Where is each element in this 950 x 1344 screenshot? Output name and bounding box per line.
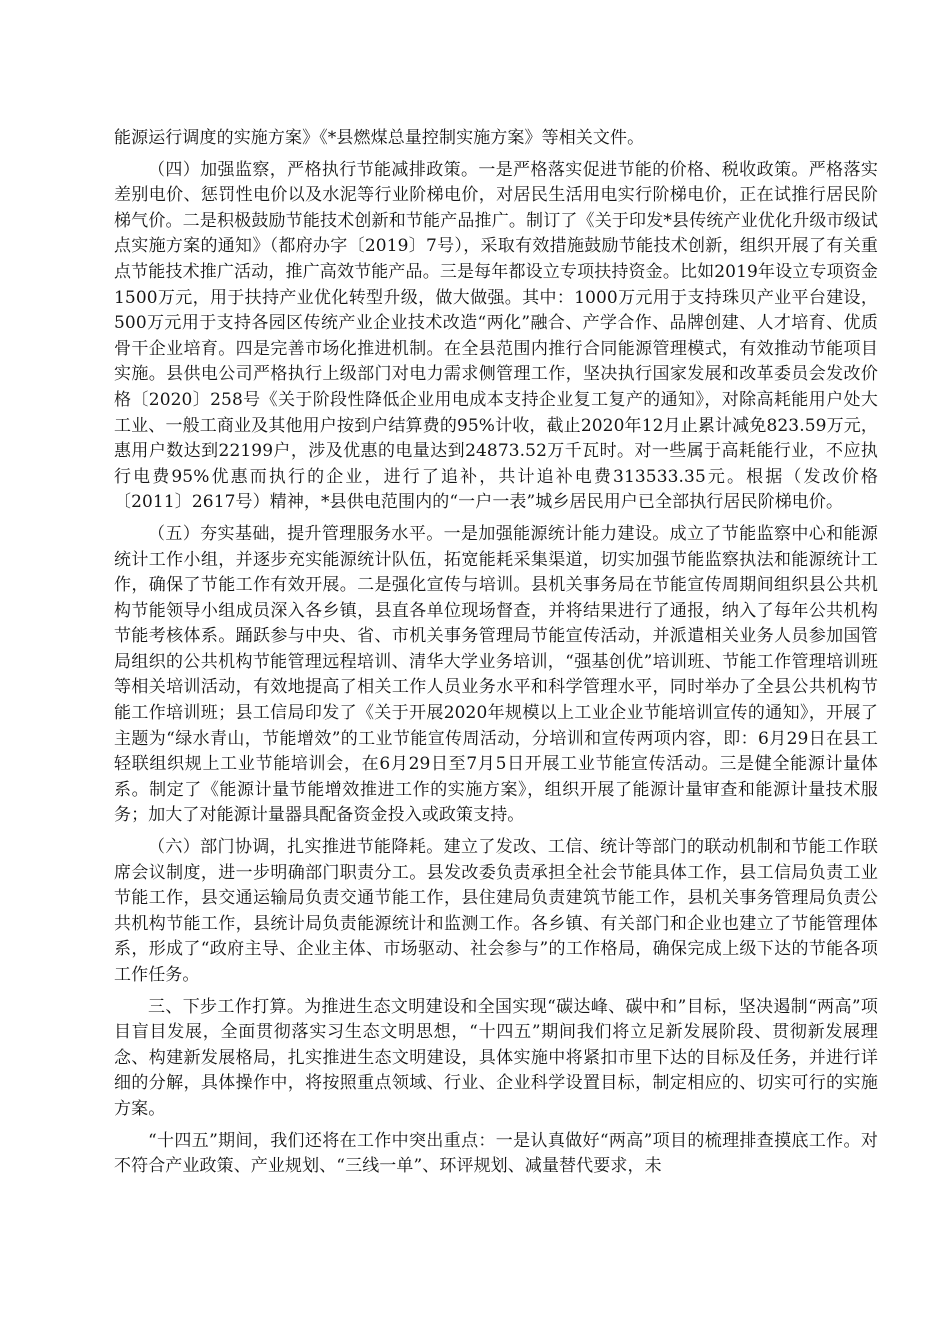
paragraph-continuation: 能源运行调度的实施方案》《*县燃煤总量控制实施方案》等相关文件。 (114, 128, 645, 148)
paragraph-section-5: （五）夯实基础，提升管理服务水平。一是加强能源统计能力建设。成立了节能监察中心和能源统计工作小组，并逐步充实能源统计队伍，拓宽能耗采集渠道，切实加强节能监察执法和能源统计工作，确保了节能工作有效开展。二是强化宣传与培训。县机关事务局在节能宣传周期间组织县公共机构节能领导小组成员深入各乡镇，县直各单位现场督查，并将结果进行了通报，纳入了每年公共机构节能考核体系。踊跃参与中央、省、市机关事务管理局节能宣传活动，并派遣相关业务人员参加国管局组织的公共机构节能管理远程培训、清华大学业务培训，“强基创优”培训班、节能工作管理培训班等相关培训活动，有效地提高了相关工作人员业务水平和科学管理水平，同时举办了全县公共机构节能工作培训班；县工信局印发了《关于开展2020年规模以上工业企业节能培训宣传的通知》，开展了主题为“绿水青山，节能增效”的工业节能宣传周活动，分培训和宣传两项内容，即：6月29日在县工轻联组织规上工业节能培训会，在6月29日至7月5日开展工业节能宣传活动。三是健全能源计量体系。制定了《能源计量节能增效推进工作的实施方案》，组织开展了能源计量审查和能源计量技术服务；加大了对能源计量器具配备资金投入或政策支持。 (114, 523, 878, 826)
document-body (114, 126, 878, 1186)
paragraph-section-4: （四）加强监察，严格执行节能减排政策。一是严格落实促进节能的价格、税收政策。严格落实差别电价、惩罚性电价以及水泥等行业阶梯电价，对居民生活用电实行阶梯电价，正在试推行居民阶梯气价。二是积极鼓励节能技术创新和节能产品推广。制订了《关于印发*县传统产业优化升级市级试点实施方案的通知》（都府办字〔2019〕7号），采取有效措施鼓励节能技术创新，组织开展了有关重点节能技术推广活动，推广高效节能产品。三是每年都设立专项扶持资金。比如2019年设立专项资金1500万元，用于扶持产业优化转型升级，做大做强。其中：1000万元用于支持珠贝产业平台建设，500万元用于支持各园区传统产业企业技术改造“两化”融合、产学合作、品牌创建、人才培育、优质骨干企业培育。四是完善市场化推进机制。在全县范围内推行合同能源管理模式，有效推动节能项目实施。县供电公司严格执行上级部门对电力需求侧管理工作，坚决执行国家发展和改革委员会发改价格〔2020〕258号《关于阶段性降低企业用电成本支持企业复工复产的通知》，对除高耗能用户处大工业、一般工商业及其他用户按到户结算费的95%计收，截止2020年12月止累计减免823.59万元，惠用户数达到22199户，涉及优惠的电量达到24873.52万千瓦时。对一些属于高耗能行业，不应执行电费95%优惠而执行的企业，进行了追补，共计追补电费313533.35元。根据（发改价格〔2011〕2617号）精神，*县供电范围内的“一户一表”城乡居民用户已全部执行居民阶梯电价。 (114, 159, 878, 513)
paragraph-section-6: （六）部门协调，扎实推进节能降耗。建立了发改、工信、统计等部门的联动机制和节能工作联席会议制度，进一步明确部门职责分工。县发改委负责承担全社会节能具体工作，县工信局负责工业节能工作，县交通运输局负责交通节能工作，县住建局负责建筑节能工作，县机关事务管理局负责公共机构节能工作，县统计局负责能源统计和监测工作。各乡镇、有关部门和企业也建立了节能管理体系，形成了“政府主导、企业主体、市场驱动、社会参与”的工作格局，确保完成上级下达的节能各项工作任务。 (114, 837, 878, 985)
paragraph-14th-five-year: “十四五”期间，我们还将在工作中突出重点：一是认真做好“两高”项目的梳理排查摸底工作。对不符合产业政策、产业规划、“三线一单”、环评规划、减量替代要求，未 (114, 1130, 878, 1177)
paragraph-next-steps: 三、下步工作打算。为推进生态文明建设和全国实现“碳达峰、碳中和”目标，坚决遏制“两高”项目盲目发展，全面贯彻落实习生态文明思想，“十四五”期间我们将立足新发展阶段、贯彻新发展理念、构建新发展格局，扎实推进生态文明建设，具体实施中将紧扣市里下达的目标及任务，并进行详细的分解，具体操作中，将按照重点领域、行业、企业科学设置目标，制定相应的、切实可行的实施方案。 (114, 996, 878, 1119)
